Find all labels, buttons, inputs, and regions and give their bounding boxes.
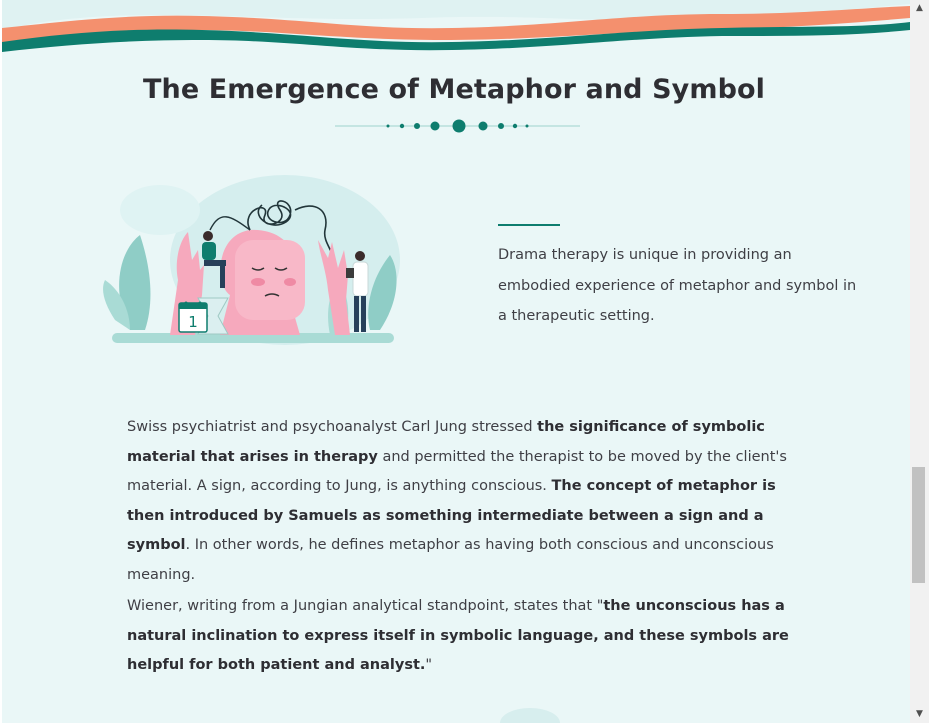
- p2-bold-1: the unconscious has a natural inclination to express itself in symbolic language, and these symbols are helpful for both patient and analyst.: [127, 598, 789, 674]
- therapy-illustration: [100, 170, 405, 350]
- intro-text: Drama therapy is unique in providing an embodied experience of metaphor and symbol in a therapeutic setting.: [498, 247, 857, 324]
- scroll-down-arrow-icon[interactable]: ▼: [916, 709, 923, 719]
- p2-text-1: Wiener, writing from a Jungian analytical standpoint, states that ": [127, 598, 604, 614]
- p2-text-2: ": [425, 657, 433, 674]
- wave-decoration: [2, 0, 910, 60]
- p1-bold-2: The concept of metaphor is then introduced by Samuels as something intermediate between a sign and a symbol: [127, 478, 776, 554]
- p1-text-3: . In other words, he defines metaphor as having both conscious and unconscious meaning.: [127, 537, 774, 583]
- p1-text-2: and permitted the therapist to be moved by the client's material. A sign, according to Jung, is anything conscious.: [127, 448, 787, 495]
- scrollbar-thumb[interactable]: [912, 467, 925, 583]
- p1-text-1: Swiss psychiatrist and psychoanalyst Carl Jung stressed: [127, 419, 538, 435]
- calendar-icon: [178, 300, 214, 334]
- calendar-number: 1: [188, 313, 198, 331]
- intro-rule: [498, 224, 560, 226]
- decorative-bubble: [500, 708, 560, 723]
- page-title: The Emergence of Metaphor and Symbol: [142, 74, 766, 105]
- wiener-paragraph: [127, 592, 807, 681]
- p1-bold-1: the significance of symbolic material that arises in therapy: [127, 419, 765, 465]
- jung-paragraph: [127, 413, 807, 591]
- scroll-up-arrow-icon[interactable]: ▲: [916, 3, 923, 13]
- content-page: [2, 0, 910, 723]
- dot-divider-icon: [335, 116, 580, 136]
- vertical-scrollbar[interactable]: [910, 0, 929, 723]
